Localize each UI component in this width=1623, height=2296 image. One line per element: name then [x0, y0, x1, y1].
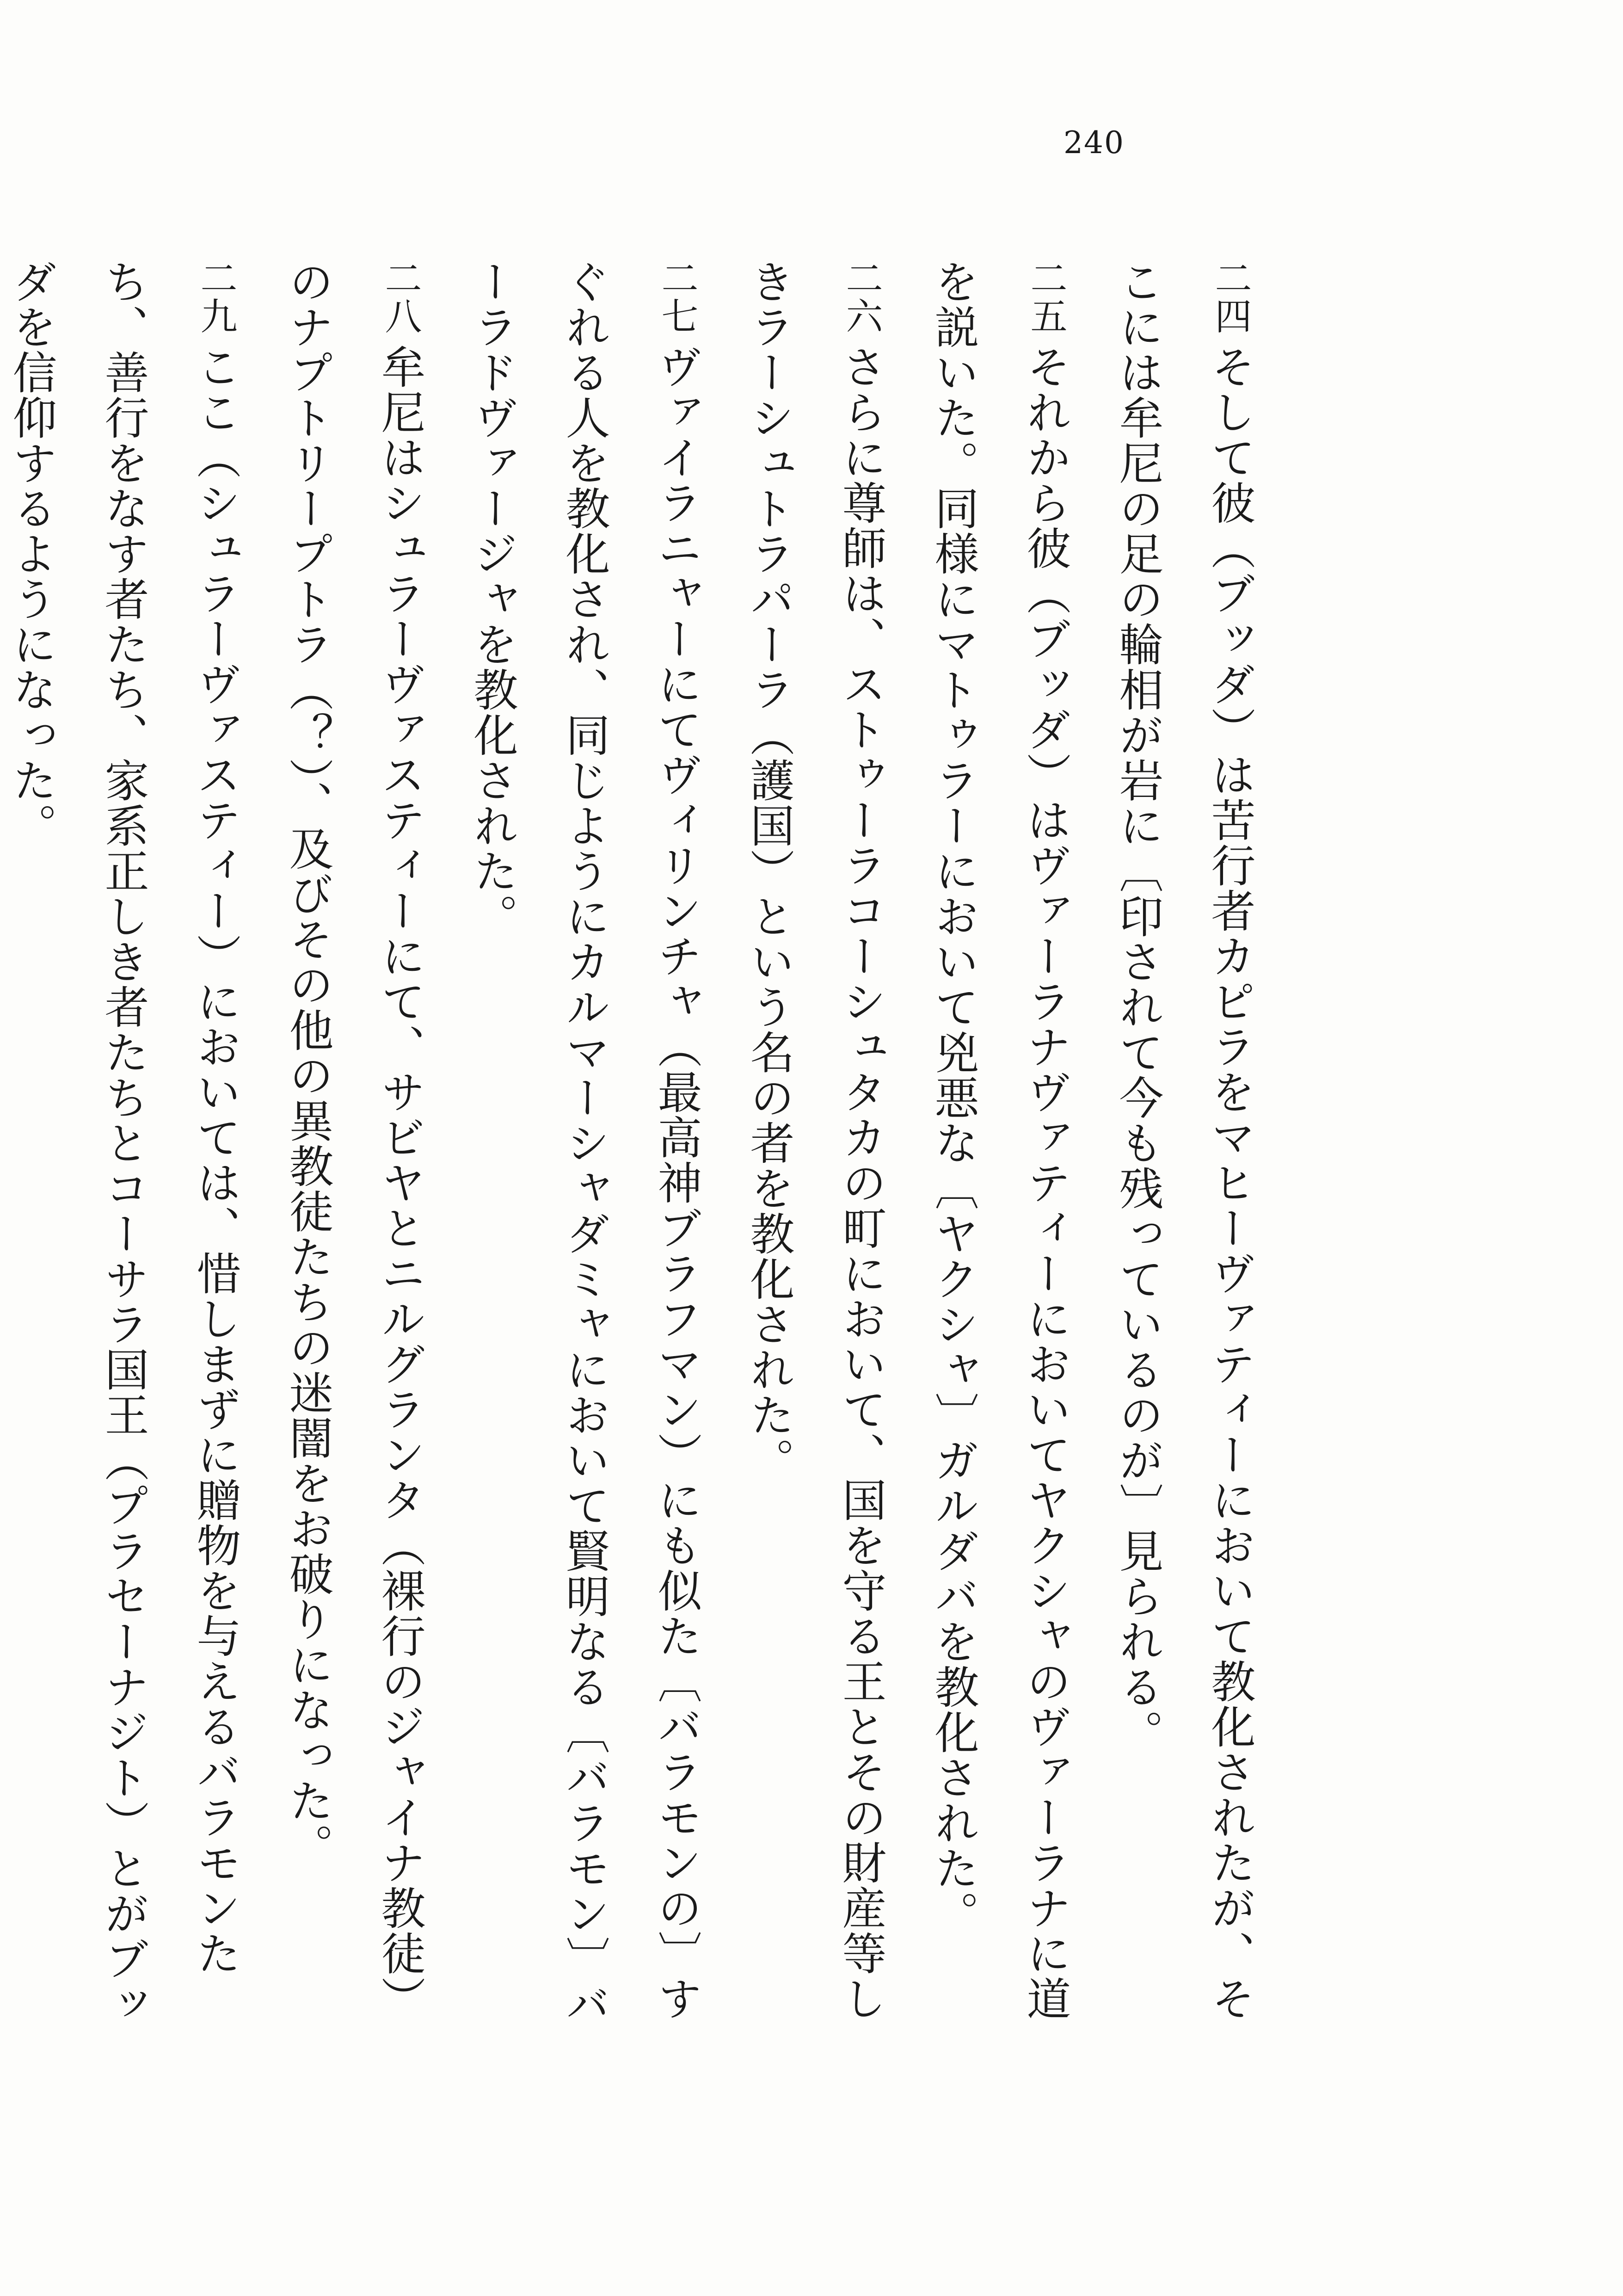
verse-26 [723, 259, 907, 2063]
verse-25 [907, 259, 1092, 2063]
verse-number: 二四 [1209, 259, 1252, 335]
verse-text: ヴァイラニャーにてヴィリンチャ（最高神ブラフマン）にも似た〔バラモンの〕すぐれる人を教化され、同じようにカルマーシャダミャにおいて賢明なる〔バラモン〕バーラドヴァージャを教化された。 [467, 259, 702, 2027]
body-text [6, 259, 1276, 2063]
verse-29 [0, 259, 262, 2063]
verse-number: 二九 [194, 259, 237, 335]
verse-number: 二五 [1024, 259, 1067, 335]
verse-28 [262, 259, 446, 2063]
verse-text: さらに尊師は、ストゥーラコーシュタカの町において、国を守る王とその財産等しきラーシュトラパーラ（護国）という名の者を教化された。 [743, 259, 887, 2021]
verse-27 [446, 259, 723, 2063]
verse-text: 牟尼はシュラーヴァスティーにて、サビヤとニルグランタ（裸行のジャイナ教徒）のナプトリープトラ（？）、及びその他の異教徒たちの迷闇をお破りになった。 [282, 259, 426, 2021]
verse-number: 二六 [840, 259, 883, 335]
verse-number: 二七 [655, 259, 698, 335]
verse-text: それから彼（ブッダ）はヴァーラナヴァティーにおいてヤクシャのヴァーラナに道を説いた。同様にマトゥラーにおいて兇悪な〔ヤクシャ〕ガルダバを教化された。 [928, 259, 1071, 2021]
page-number: 240 [1064, 125, 1125, 160]
verse-24 [1092, 259, 1276, 2063]
verse-text: そして彼（ブッダ）は苦行者カピラをマヒーヴァティーにおいて教化されたが、そこには牟尼の足の輪相が岩に〔印されて今も残っているのが〕見られる。 [1112, 259, 1256, 2021]
verse-number: 二八 [379, 259, 422, 335]
verse-text: ここ（シュラーヴァスティー）においては、惜しまずに贈物を与えるバラモンたち、善行をなす者たち、家系正しき者たちとコーサラ国王（プラセーナジト）とがブッダを信仰するようになった。 [6, 259, 241, 2027]
